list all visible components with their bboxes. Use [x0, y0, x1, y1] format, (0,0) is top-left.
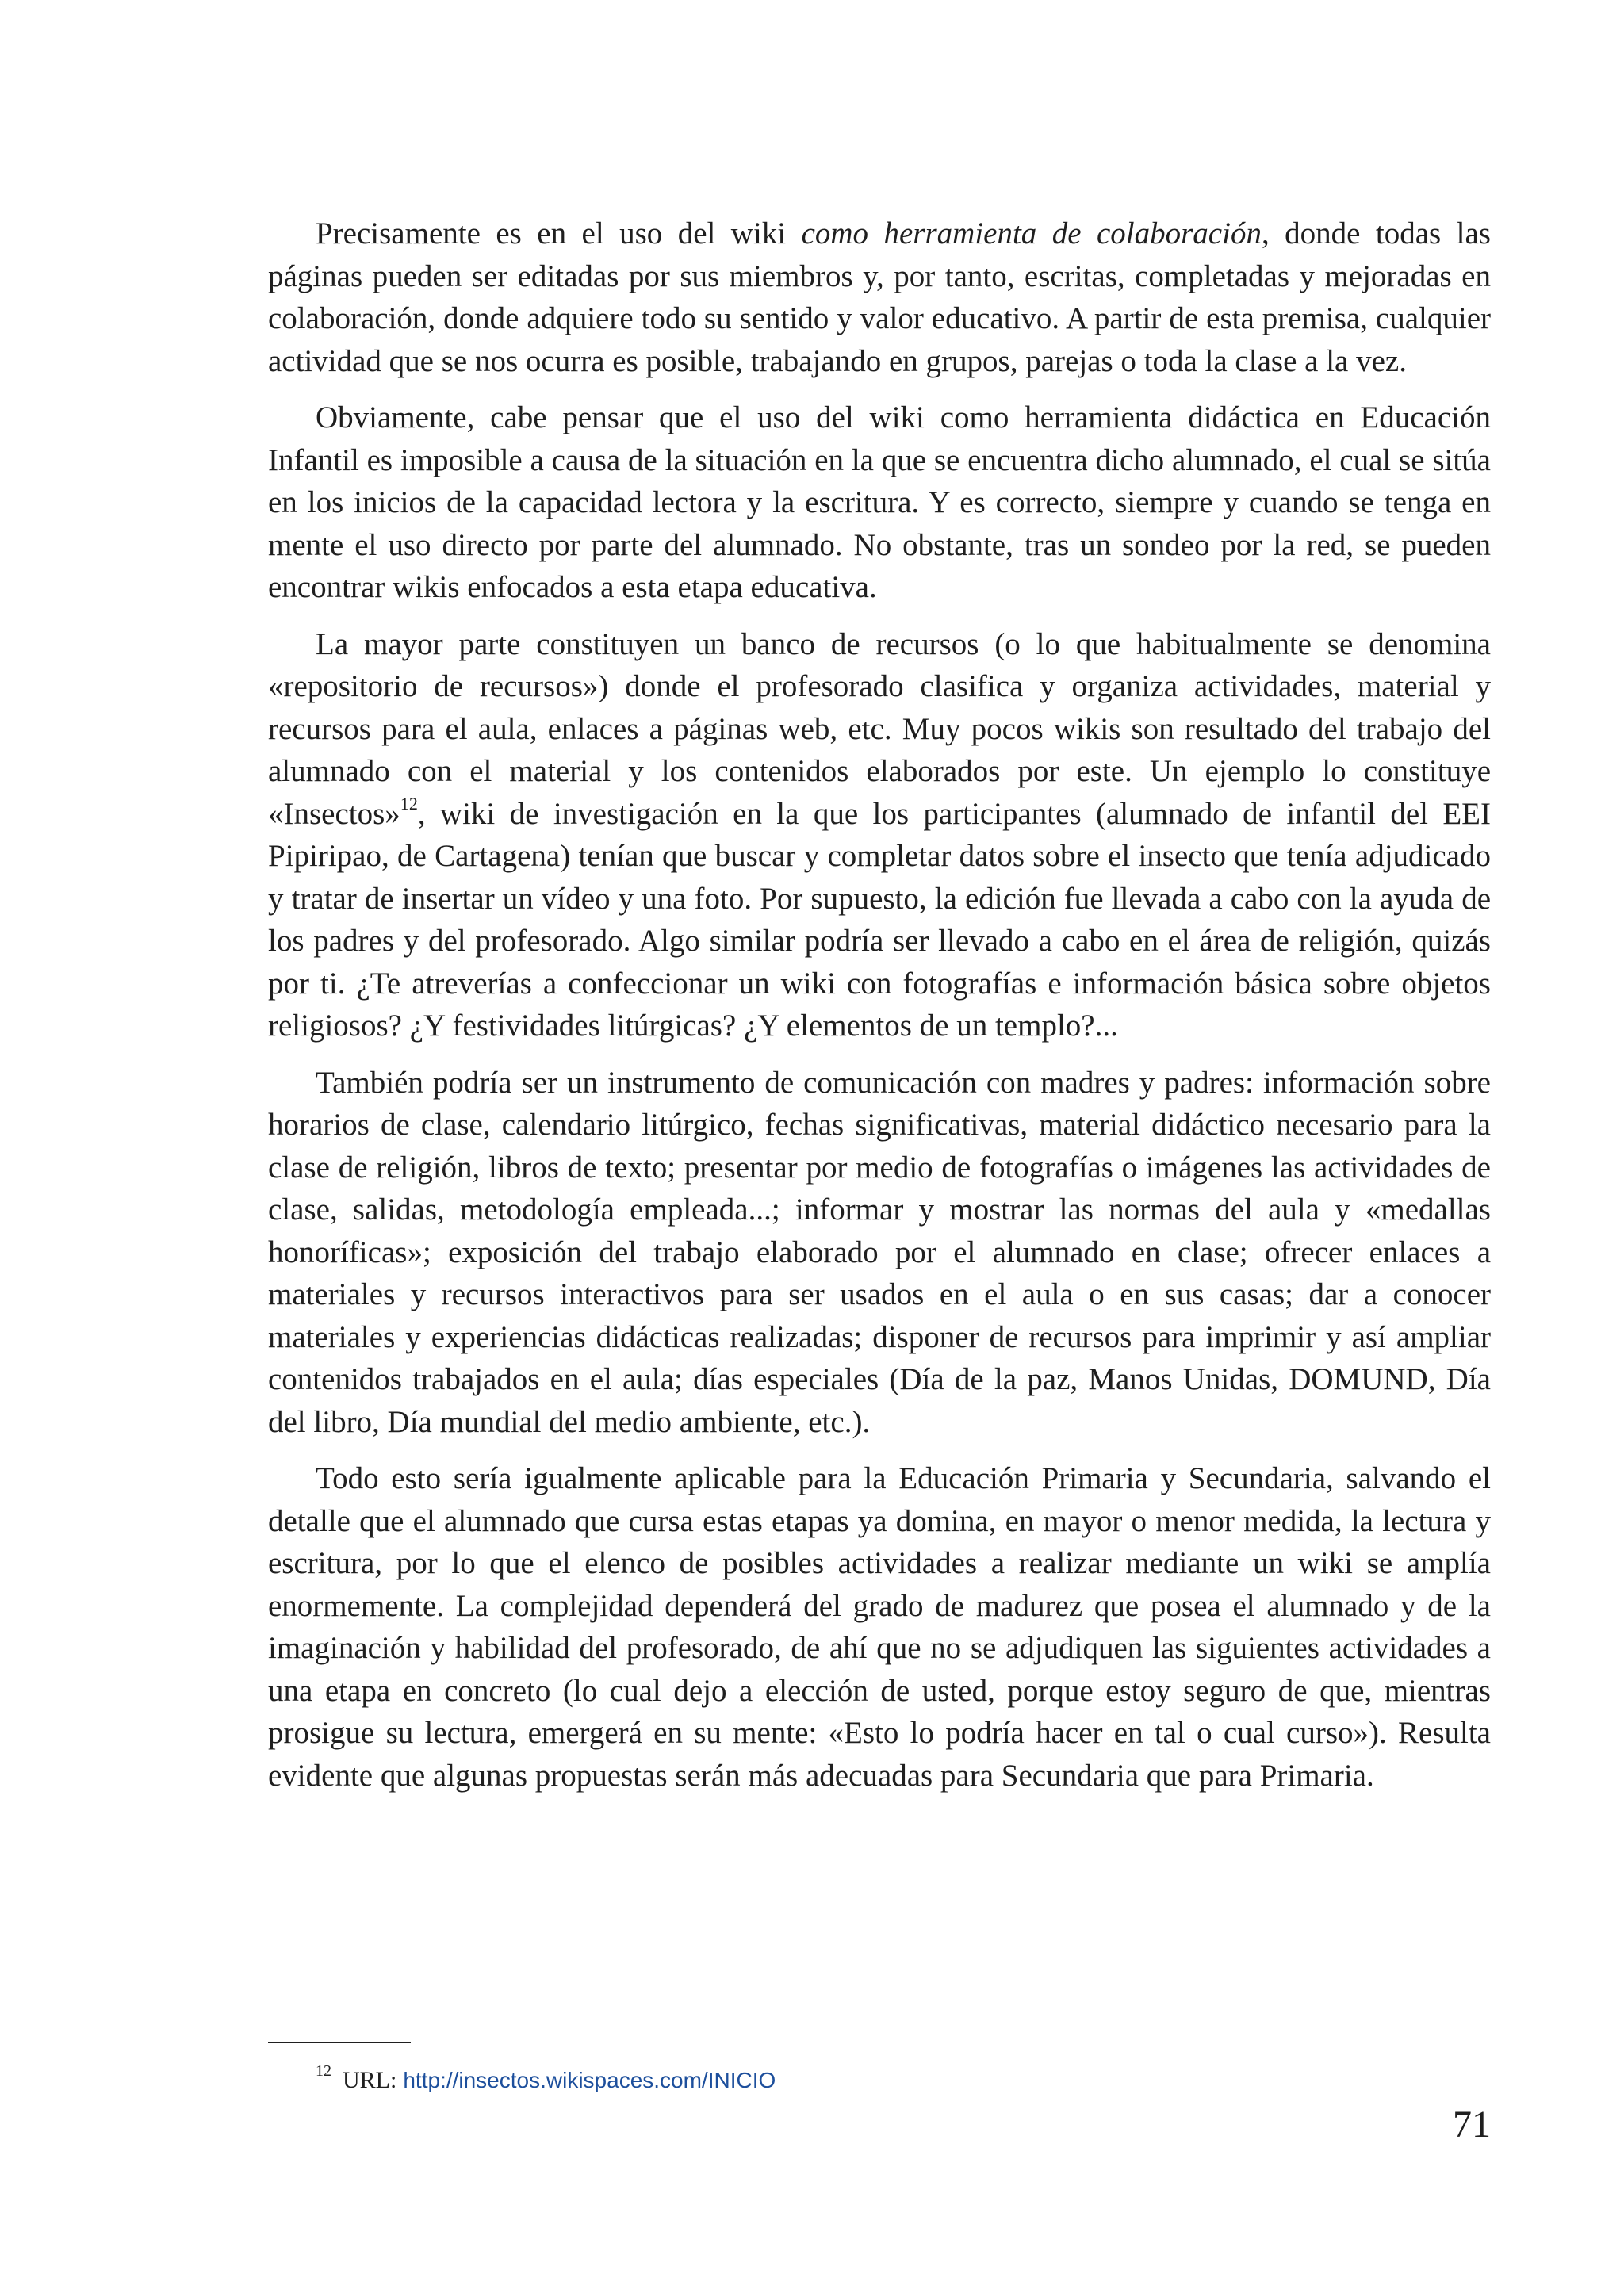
paragraph-4: También podría ser un instrumento de comunicación con madres y padres: información sobre horarios de clase, calendario litúrgico, fechas significativas, material didáctico necesario para la clase de religión, libros de texto; presentar por medio de fotografías o imágenes las actividades de clase, salidas, metodología empleada...; informar y mostrar las normas del aula y «medallas honoríficas»; exposición del trabajo elaborado por el alumnado en clase; ofrecer enlaces a materiales y recursos interactivos para ser usados en el aula o en sus casas; dar a conocer materiales y experiencias didácticas realizadas; disponer de recursos para imprimir y así ampliar contenidos trabajados en el aula; días especiales (Día de la paz, Manos Unidas, DOMUND, Día del libro, Día mundial del medio ambiente, etc.). [268, 1065, 1491, 1439]
footnote-link[interactable]: http://insectos.wikispaces.com/INICIO [403, 2068, 776, 2092]
paragraph-1-text-a: Precisamente es en el uso del wiki [316, 216, 802, 251]
footnote-reference: 12 [400, 793, 418, 813]
paragraph-1 [268, 212, 1491, 382]
body-text [268, 212, 1491, 1811]
paragraph-5: Todo esto sería igualmente aplicable para la Educación Primaria y Secundaria, salvando el detalle que el alumnado que cursa estas etapas ya domina, en mayor o menor medida, la lectura y escritura, por lo que el elenco de posibles actividades a realizar mediante un wiki se amplía enormemente. La complejidad dependerá del grado de madurez que posea el alumnado y de la imaginación y habilidad del profesorado, de ahí que no se adjudiquen las siguientes actividades a una etapa en concreto (lo cual dejo a elección de usted, porque estoy seguro de que, mientras prosigue su lectura, emergerá en su mente: «Esto lo podría hacer en tal o cual curso»). Resulta evidente que algunas propuestas serán más adecuadas para Secundaria que para Primaria. [268, 1461, 1491, 1793]
paragraph-2: Obviamente, cabe pensar que el uso del wiki como herramienta didáctica en Educación Infantil es imposible a causa de la situación en la que se encuentra dicho alumnado, el cual se sitúa en los inicios de la capacidad lectora y la escritura. Y es correcto, siempre y cuando se tenga en mente el uso directo por parte del alumnado. No obstante, tras un sondeo por la red, se pueden encontrar wikis enfocados a esta etapa educativa. [268, 400, 1491, 604]
paragraph-3-text-a: La mayor parte constituyen un banco de recursos (o lo que habitualmente se denomina «repositorio de recursos») donde el profesorado clasifica y organiza actividades, material y recursos para el aula, enlaces a páginas web, etc. Muy pocos wikis son resultado del trabajo del alumnado con el material y los contenidos elaborados por este. Un ejemplo lo constituye «Insectos» [268, 626, 1491, 831]
paragraph-3 [268, 623, 1491, 1047]
paragraph-1-emphasis: como herramienta de colaboración [801, 216, 1262, 251]
paragraph-3-text-b: , wiki de investigación en la que los participantes (alumnado de infantil del EEI Pipiripao, de Cartagena) tenían que buscar y completar datos sobre el insecto que tenía adjudicado y tratar de insertar un vídeo y una foto. Por supuesto, la edición fue llevada a cabo con la ayuda de los padres y del profesorado. Algo similar podría ser llevado a cabo en el área de religión, quizás por ti. ¿Te atreverías a confeccionar un wiki con fotografías e información básica sobre objetos religiosos? ¿Y festividades litúrgicas? ¿Y elementos de un templo?... [268, 796, 1491, 1043]
footnote-number: 12 [316, 2062, 331, 2080]
footnote [316, 2058, 776, 2096]
footnote-divider [268, 2042, 411, 2043]
page-number: 71 [1453, 2104, 1491, 2146]
footnote-label: URL: [343, 2067, 397, 2093]
paragraph-1-text-b: , donde todas las páginas pueden ser editadas por sus miembros y, por tanto, escritas, completadas y mejoradas en colaboración, donde adquiere todo su sentido y valor educativo. A partir de esta premisa, cualquier actividad que se nos ocurra es posible, trabajando en grupos, parejas o toda la clase a la vez. [268, 216, 1491, 378]
